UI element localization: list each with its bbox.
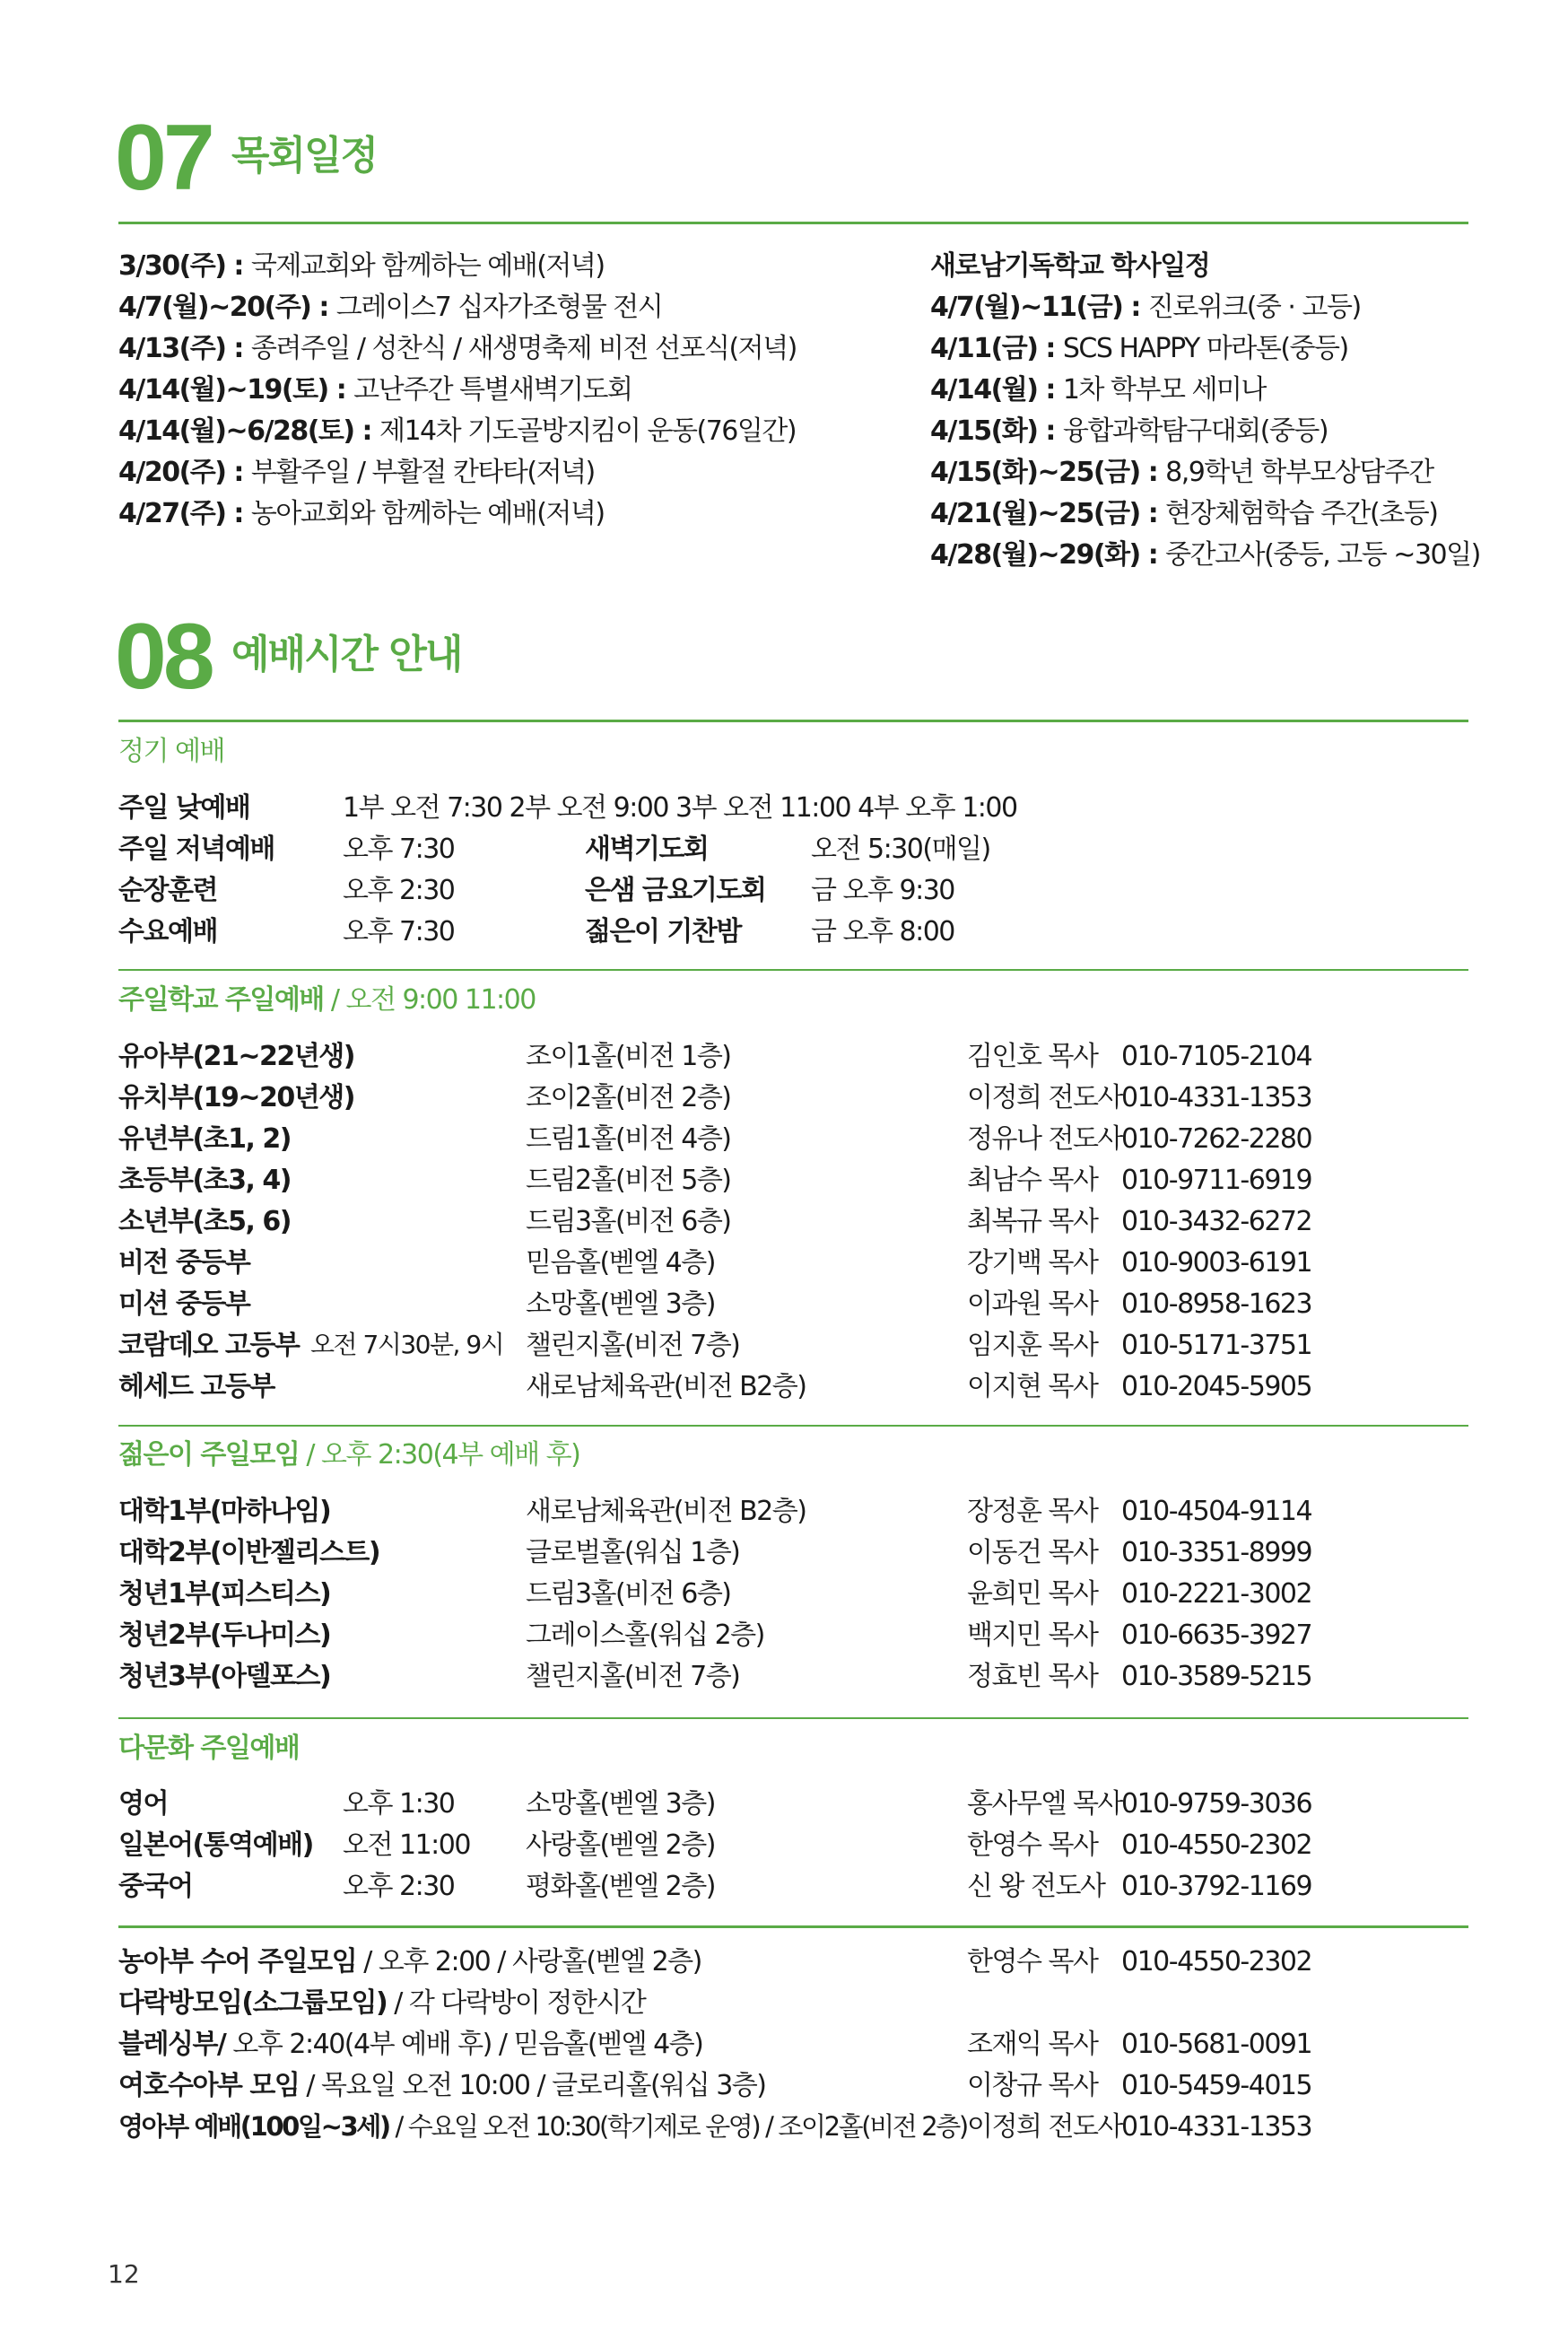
meeting-info: 영아부 예배(100일~3세) / 수요일 오전 10:30(학기제로 운영) / 조이2홀(비전 2층) <box>118 2111 967 2142</box>
school-schedule-item: 4/28(월)~29(화) : 중간고사(중등, 고등 ~30일) <box>930 539 1480 571</box>
sunday-school-label: 주일학교 주일예배 / 오전 9:00 11:00 <box>118 984 536 1016</box>
school-schedule-item: 4/14(월) : 1차 학부모 세미나 <box>930 374 1266 406</box>
service-name: 젊은이 기찬밤 <box>585 916 741 947</box>
meeting-phone: 010-5681-0091 <box>1121 2029 1312 2060</box>
service-time: 금 오후 9:30 <box>811 875 954 906</box>
meeting-contact: 이정희 전도사 <box>967 2111 1122 2143</box>
group-contact: 장정훈 목사 <box>967 1496 1098 1527</box>
group-phone: 010-2221-3002 <box>1121 1578 1312 1610</box>
service-time: 오후 2:30 <box>343 875 455 906</box>
group-contact: 윤희민 목사 <box>967 1578 1098 1610</box>
group-place: 새로남체육관(비전 B2층) <box>526 1496 806 1527</box>
schedule-item: 4/20(주) : 부활주일 / 부활절 칸타타(저녁) <box>118 457 595 488</box>
service-time: 오후 7:30 <box>343 916 455 947</box>
meeting-info: 다락방모임(소그룹모임) / 각 다락방이 정한시간 <box>118 1987 646 2019</box>
language-time: 오후 2:30 <box>343 1871 455 1902</box>
service-time: 금 오후 8:00 <box>811 916 954 947</box>
dept-contact: 강기백 목사 <box>967 1247 1098 1279</box>
group-phone: 010-6635-3927 <box>1121 1619 1312 1651</box>
dept-contact: 임지훈 목사 <box>967 1330 1098 1361</box>
dept-place: 챌린지홀(비전 7층) <box>526 1330 740 1361</box>
service-time: 오후 7:30 <box>343 834 455 865</box>
section-07-rule <box>118 222 1468 224</box>
dept-place: 드림3홀(비전 6층) <box>526 1206 731 1237</box>
group-place: 글로벌홀(워십 1층) <box>526 1537 740 1568</box>
meeting-info: 농아부 수어 주일모임 / 오후 2:00 / 사랑홀(벧엘 2층) <box>118 1946 701 1977</box>
divider <box>118 1925 1468 1928</box>
language-contact: 홍사무엘 목사 <box>967 1788 1122 1820</box>
schedule-item: 4/27(주) : 농아교회와 함께하는 예배(저녁) <box>118 498 605 529</box>
dept-place: 조이1홀(비전 1층) <box>526 1041 731 1072</box>
language-place: 소망홀(벧엘 3층) <box>526 1788 715 1820</box>
dept-note: 오전 7시30분, 9시 <box>310 1330 504 1359</box>
section-08-number: 08 <box>115 605 212 709</box>
school-schedule-item: 4/7(월)~11(금) : 진로위크(중 · 고등) <box>930 292 1361 323</box>
group-name: 대학1부(마하나임) <box>118 1496 331 1527</box>
dept-name: 초등부(초3, 4) <box>118 1165 291 1196</box>
dept-phone: 010-5171-3751 <box>1121 1330 1312 1361</box>
school-schedule-item: 4/11(금) : SCS HAPPY 마라톤(중등) <box>930 333 1348 364</box>
service-time: 오전 5:30(매일) <box>811 834 990 865</box>
dept-phone: 010-9003-6191 <box>1121 1247 1312 1279</box>
dept-name: 유치부(19~20년생) <box>118 1082 354 1113</box>
section-07-title: 목회일정 <box>231 133 378 179</box>
group-phone: 010-4504-9114 <box>1121 1496 1312 1527</box>
language-time: 오전 11:00 <box>343 1829 470 1861</box>
service-name: 은샘 금요기도회 <box>585 875 766 906</box>
dept-place: 새로남체육관(비전 B2층) <box>526 1371 806 1402</box>
regular-services-label: 정기 예배 <box>118 736 224 767</box>
dept-contact: 정유나 전도사 <box>967 1123 1122 1155</box>
school-schedule-item: 4/15(화) : 융합과학탐구대회(중등) <box>930 415 1328 447</box>
dept-phone: 010-3432-6272 <box>1121 1206 1312 1237</box>
dept-place: 드림2홀(비전 5층) <box>526 1165 731 1196</box>
dept-name: 유아부(21~22년생) <box>118 1041 354 1072</box>
group-name: 청년3부(아델포스) <box>118 1661 331 1692</box>
dept-phone: 010-4331-1353 <box>1121 1082 1312 1113</box>
group-phone: 010-3589-5215 <box>1121 1661 1312 1692</box>
dept-name: 비전 중등부 <box>118 1247 250 1279</box>
dept-phone: 010-8958-1623 <box>1121 1288 1312 1320</box>
page-number: 12 <box>108 2259 140 2289</box>
meeting-contact: 조재익 목사 <box>967 2029 1098 2060</box>
meeting-phone: 010-4331-1353 <box>1121 2111 1312 2143</box>
language-place: 평화홀(벧엘 2층) <box>526 1871 715 1902</box>
dept-contact: 김인호 목사 <box>967 1041 1098 1072</box>
dept-contact: 이정희 전도사 <box>967 1082 1122 1113</box>
school-schedule-title: 새로남기독학교 학사일정 <box>930 250 1210 282</box>
multicultural-label: 다문화 주일예배 <box>118 1733 300 1764</box>
language-name: 일본어(통역예배) <box>118 1829 313 1861</box>
dept-name: 미션 중등부 <box>118 1288 250 1320</box>
group-contact: 정효빈 목사 <box>967 1661 1098 1692</box>
language-phone: 010-3792-1169 <box>1121 1871 1312 1902</box>
dept-contact: 최남수 목사 <box>967 1165 1098 1196</box>
group-name: 청년2부(두나미스) <box>118 1619 331 1651</box>
group-place: 챌린지홀(비전 7층) <box>526 1661 740 1692</box>
dept-place: 드림1홀(비전 4층) <box>526 1123 731 1155</box>
language-time: 오후 1:30 <box>343 1788 455 1820</box>
language-name: 중국어 <box>118 1871 193 1902</box>
group-place: 그레이스홀(워십 2층) <box>526 1619 764 1651</box>
language-contact: 한영수 목사 <box>967 1829 1098 1861</box>
dept-name: 헤세드 고등부 <box>118 1371 274 1402</box>
meeting-info: 여호수아부 모임 / 목요일 오전 10:00 / 글로리홀(워십 3층) <box>118 2070 766 2101</box>
dept-contact: 최복규 목사 <box>967 1206 1098 1237</box>
section-07-number: 07 <box>115 106 212 210</box>
dept-place: 믿음홀(벧엘 4층) <box>526 1247 715 1279</box>
group-place: 드림3홀(비전 6층) <box>526 1578 731 1610</box>
language-phone: 010-4550-2302 <box>1121 1829 1312 1861</box>
service-time: 1부 오전 7:30 2부 오전 9:00 3부 오전 11:00 4부 오후 1:00 <box>343 792 1017 824</box>
section-08-title: 예배시간 안내 <box>231 632 462 677</box>
school-schedule-item: 4/15(화)~25(금) : 8,9학년 학부모상담주간 <box>930 457 1433 488</box>
language-contact: 신 왕 전도사 <box>967 1871 1105 1902</box>
school-schedule-item: 4/21(월)~25(금) : 현장체험학습 주간(초등) <box>930 498 1438 529</box>
language-name: 영어 <box>118 1788 168 1820</box>
dept-phone: 010-2045-5905 <box>1121 1371 1312 1402</box>
language-place: 사랑홀(벧엘 2층) <box>526 1829 715 1861</box>
dept-contact: 이과원 목사 <box>967 1288 1098 1320</box>
group-name: 대학2부(이반젤리스트) <box>118 1537 380 1568</box>
meeting-info: 블레싱부/ 오후 2:40(4부 예배 후) / 믿음홀(벧엘 4층) <box>118 2029 703 2060</box>
schedule-item: 4/14(월)~19(토) : 고난주간 특별새벽기도회 <box>118 374 632 406</box>
service-name: 수요예배 <box>118 916 217 947</box>
service-name: 새벽기도회 <box>585 834 709 865</box>
dept-name: 유년부(초1, 2) <box>118 1123 291 1155</box>
meeting-contact: 한영수 목사 <box>967 1946 1098 1977</box>
schedule-item: 4/13(주) : 종려주일 / 성찬식 / 새생명축제 비전 선포식(저녁) <box>118 333 797 364</box>
schedule-item: 4/7(월)~20(주) : 그레이스7 십자가조형물 전시 <box>118 292 663 323</box>
group-name: 청년1부(피스티스) <box>118 1578 331 1610</box>
schedule-item: 3/30(주) : 국제교회와 함께하는 예배(저녁) <box>118 250 605 282</box>
meeting-contact: 이창규 목사 <box>967 2070 1098 2101</box>
meeting-phone: 010-5459-4015 <box>1121 2070 1312 2101</box>
group-contact: 이동건 목사 <box>967 1537 1098 1568</box>
dept-place: 소망홀(벧엘 3층) <box>526 1288 715 1320</box>
dept-name: 소년부(초5, 6) <box>118 1206 291 1237</box>
service-name: 주일 낮예배 <box>118 792 250 824</box>
dept-name: 코람데오 고등부 <box>118 1330 300 1361</box>
dept-place: 조이2홀(비전 2층) <box>526 1082 731 1113</box>
service-name: 순장훈련 <box>118 875 217 906</box>
divider <box>118 1425 1468 1427</box>
language-phone: 010-9759-3036 <box>1121 1788 1312 1820</box>
meeting-phone: 010-4550-2302 <box>1121 1946 1312 1977</box>
dept-contact: 이지현 목사 <box>967 1371 1098 1402</box>
dept-phone: 010-9711-6919 <box>1121 1165 1312 1196</box>
divider <box>118 969 1468 971</box>
dept-phone: 010-7262-2280 <box>1121 1123 1312 1155</box>
divider <box>118 1717 1468 1719</box>
youth-label: 젊은이 주일모임 / 오후 2:30(4부 예배 후) <box>118 1439 580 1471</box>
schedule-item: 4/14(월)~6/28(토) : 제14차 기도골방지킴이 운동(76일간) <box>118 415 797 447</box>
section-08-rule <box>118 720 1468 722</box>
dept-phone: 010-7105-2104 <box>1121 1041 1312 1072</box>
group-phone: 010-3351-8999 <box>1121 1537 1312 1568</box>
group-contact: 백지민 목사 <box>967 1619 1098 1651</box>
service-name: 주일 저녁예배 <box>118 834 274 865</box>
